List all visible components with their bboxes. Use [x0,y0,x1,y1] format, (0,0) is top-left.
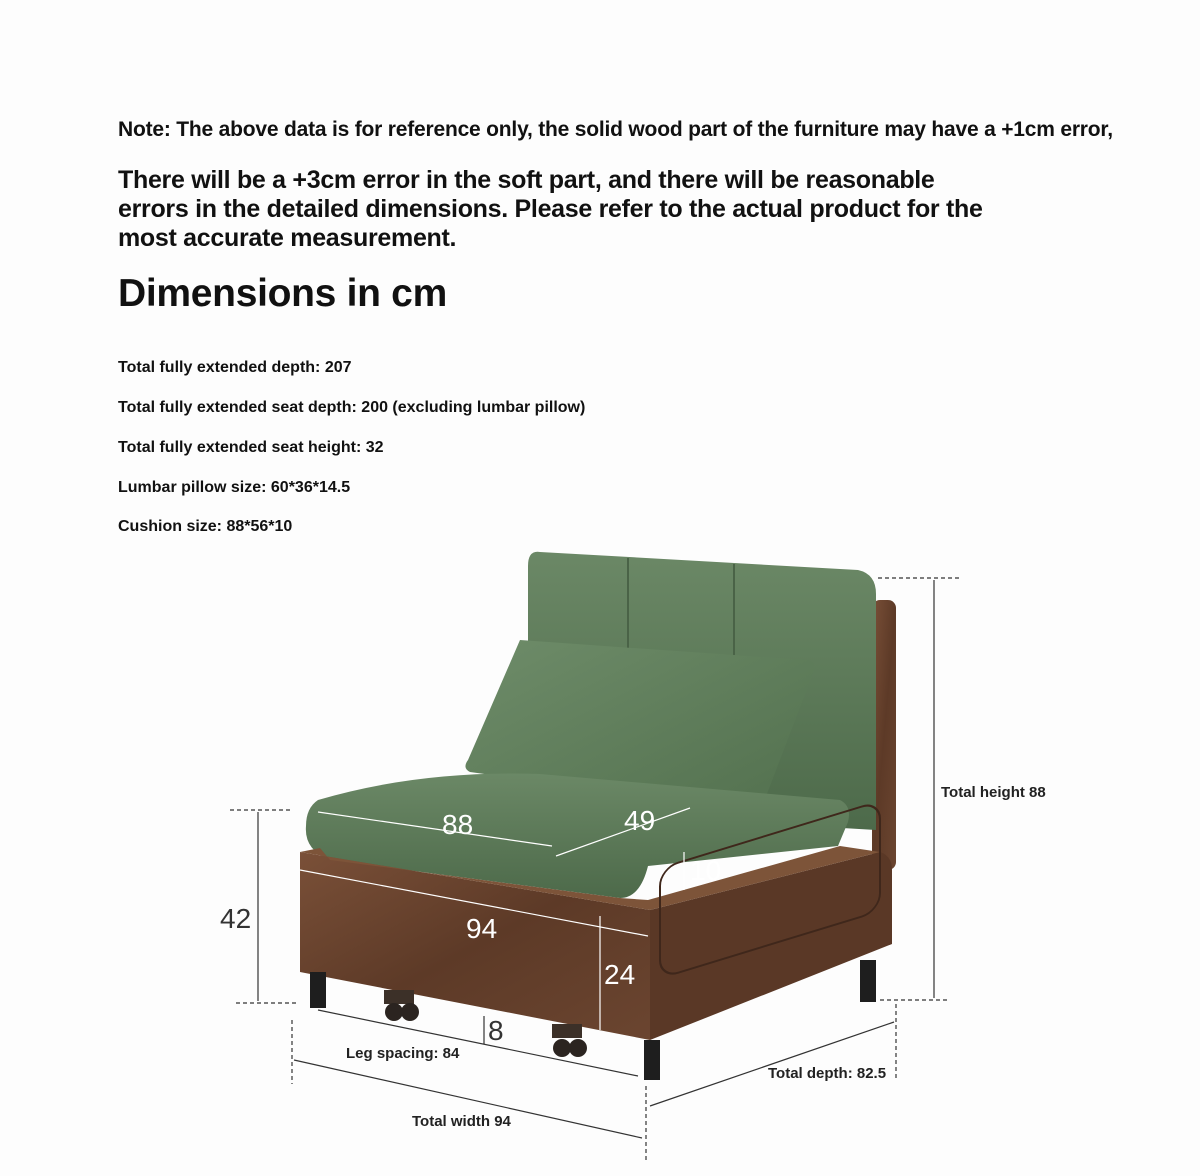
leg-spacing-label: Leg spacing: 84 [346,1045,460,1062]
cushion-depth-label: 49 [624,805,656,836]
note-line-4: most accurate measurement. [118,224,457,252]
spec-lumbar-pillow-size: Lumbar pillow size: 60*36*14.5 [118,479,351,496]
cushion-thickness-label: 10 [690,855,722,886]
note-line-2: There will be a +3cm error in the soft part, and there will be reasonable [118,166,935,194]
total-depth-line [650,1022,894,1106]
note-line-3: errors in the detailed dimensions. Please refer to the actual product for the [118,195,983,223]
caster-left [384,990,419,1021]
frame-side [650,852,892,1040]
leg-front-left [310,972,326,1008]
note-line-1: Note: The above data is for reference only, the solid wood part of the furniture may have a +1cm error, [118,118,1113,141]
spec-extended-seat-height: Total fully extended seat height: 32 [118,439,384,456]
ground-clearance-label: 8 [488,1015,504,1046]
spec-cushion-size: Cushion size: 88*56*10 [118,518,293,535]
leg-back-right [860,960,876,1002]
total-height-label: Total height 88 [941,784,1046,801]
dimensions-title: Dimensions in cm [118,272,447,315]
frame-width-label: 94 [466,913,498,944]
leg-front-right [644,1040,660,1080]
seat-height-label: 42 [220,903,252,934]
spec-extended-seat-depth: Total fully extended seat depth: 200 (excluding lumbar pillow) [118,399,586,416]
caster-right [552,1024,587,1057]
total-width-label: Total width 94 [412,1113,511,1130]
cushion-width-label: 88 [442,809,474,840]
frame-height-label: 24 [604,959,636,990]
total-depth-label: Total depth: 82.5 [768,1065,887,1082]
spec-extended-depth: Total fully extended depth: 207 [118,359,352,376]
